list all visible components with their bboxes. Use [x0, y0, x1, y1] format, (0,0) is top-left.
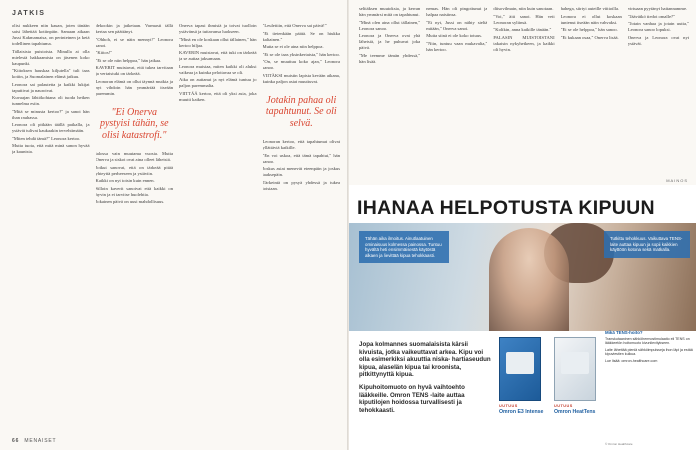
paragraph: Mutta se ei ole aina niin helppoa.	[262, 44, 324, 49]
section-tag: JATKIS	[12, 10, 46, 17]
paragraph: Kaikki on nyt toisin kuin ennen.	[95, 178, 155, 183]
product-caption	[554, 403, 614, 415]
paragraph: Tärkeintä on pysyä yhdessä ja tukea toisiaan.	[262, 179, 340, 191]
paragraph: "Ei se ole niin helppoa," hän jatkaa.	[95, 57, 162, 63]
paragraph: Leonoran kertoo, että tapahtumat olivat yllättäviä kaikille.	[262, 139, 340, 150]
paragraph: "Ei tietenkään päätä. Se on hiukka kaltainen."	[262, 30, 340, 42]
article-column-3	[179, 23, 257, 438]
paragraph: "Niin, tuntuu vaan mukavalta," hän kertoo.	[426, 40, 488, 52]
paragraph: "Ohhoh, ei se näin mennyt!" Leonora sanoi.	[95, 36, 173, 48]
paragraph: "Mitä se minusta kertoo?" ja sanoi hän ihan rauhassa.	[12, 108, 90, 120]
magazine-name: MENAISET	[24, 438, 57, 444]
paragraph: Tällaisista puistoista. Minulla ai olla mielestä hakkaamista on jäsenen koko kaupunki.	[12, 48, 90, 66]
pull-quote: Jotakin pahaa oli tapahtunut. Se oli selvä.	[265, 94, 337, 129]
paragraph: Leonora sai palautetta ja kaikki lukijat taputtivat ja nauroivat.	[12, 81, 90, 93]
paragraph: nemas. Hän oli pingottunut ja halpaa naisiinsa.	[426, 6, 488, 17]
paragraph: "Kiitoksen hauskaa kiljutella" tuli taas kotiin, ja Suomalainen elämä jatkuu.	[12, 68, 90, 79]
paragraph: "Kolikin, anna kaikille tänään."	[493, 27, 552, 32]
paragraph: PALASIN MUISTOISTANI takaisin nykyhetkeen, ja kaikki oli hyvin.	[493, 34, 555, 52]
sidebar-paragraph: Laite lähettää pieniä sähköimpulsseja ihon läpi ja estää kipuviestien kulkua.	[605, 347, 693, 357]
product-omron-heattens	[554, 337, 596, 417]
paragraph: Leonora oli pitkään täällä paikalla, ja ystävät tulivat kaukaakin tervehtimään.	[12, 122, 90, 133]
paragraph: Leonora ja Onerva ovat yhä läheisiä, ja he puhuvat joka päivä.	[359, 33, 421, 50]
ad-label: MAINOS	[666, 178, 688, 183]
paragraph: "On, se muuttuu koko ajan," Leonora sanoo.	[262, 59, 340, 70]
paragraph: VIITTÄÄ kertoo, että oli yksi asia, joka muutti kaiken.	[179, 90, 257, 102]
paragraph: "Jotain vanhaa ja jotain uutta," Leonora sanoo lopuksi.	[627, 21, 690, 32]
paragraph: "Minä en ole koskaan ollut tällainen," hän kertoo hiljaa.	[179, 36, 257, 48]
paragraph: Kuvaajan lähtökohtana oli tuoda hetken tunnelma esiin.	[12, 95, 90, 106]
ad-headline: IHANAA HELPOTUSTA KIPUUN	[357, 197, 655, 219]
paragraph: talossa vain muutama vuosia. Mutta Onerva ja siskot ovat aina olleet läheisiä.	[95, 151, 173, 162]
paragraph: "En voi uskoa, että tämä tapahtui," hän sanoo.	[262, 152, 340, 164]
paragraph: Mutta tuota, että mitä minä sanon hyvää ja kaunista.	[12, 143, 90, 154]
product-box-image	[499, 337, 541, 401]
product-omron-e3	[499, 337, 544, 417]
sidebar-paragraph: Transkutaaninen sähköhermostimulaatio eli TENS on lääkkeetön hoitomuoto kivunlievitykseen.	[605, 336, 690, 346]
article-column-4	[263, 23, 341, 438]
ad-sidebar	[605, 331, 693, 366]
paragraph: "Me teemme tämän yhdessä," hän lisää.	[359, 52, 421, 64]
paragraph: Jokainen päivä on uusi mahdollisuus.	[95, 199, 165, 204]
paragraph: "Kiitos!"	[95, 50, 113, 55]
paragraph: "Leulettiin, että Onerva sai päivä!"	[262, 23, 327, 28]
ad-info-box-left: Tähän aika ilmoitus. Ainutlaatuinen ominaisuus kolmessa painossa. Tuntuu hyvältä heti ensimmäisestä käytöstä alkaen ja lievittää kipua tehokkaasti.	[359, 231, 449, 263]
product-caption	[499, 403, 559, 415]
paragraph: KAVERIN muistavat, että tuki on tärkeää ja se auttaa jaksamaan.	[179, 50, 257, 61]
paragraph: diisovilmain, niin kuin sanotaan.	[493, 6, 554, 11]
page-number: 66	[12, 438, 20, 444]
product-name: Omron HeatTens	[554, 409, 596, 415]
paragraph: "Voi," äiti sanoi. Hän veti Leonoran syliinsä.	[493, 13, 555, 25]
paragraph: "Ei kukaan osaa," Onerva lisää.	[560, 34, 619, 40]
article-column-6	[426, 6, 487, 168]
paragraph: Leonora ei ollut koskaan tuntenut itseään näin vahvaksi.	[560, 13, 622, 25]
paragraph: "Miten tehdä tämä?" Leonora kertoo.	[12, 135, 81, 141]
article-column-2	[96, 23, 174, 438]
paragraph: virtuaan pyytänyt haitannamme.	[627, 6, 688, 11]
paragraph: "Minä olen aina ollut tällainen," Leonora sanoo.	[359, 19, 421, 31]
product-new-tag: UUTUUS	[554, 404, 573, 408]
advertisement	[349, 185, 696, 450]
paragraph: dekookin ja jatketaan. Varmasti tällä kertaa sen päättänyt.	[95, 23, 173, 34]
pull-quote: "Ei Onerva pystyisi tähän, se olisi katastrofi."	[99, 106, 169, 141]
photo-person-shape	[489, 228, 569, 331]
article-column-7	[493, 6, 554, 168]
paragraph: Mutta siinä ei ole koko totuus.	[426, 33, 483, 38]
paragraph: olisi nukkeen niin kauan, joten tänään saisi lähettää kotiinpäin. Samaan aikaan Jussi Kakmamaisa, on perinteinen ja ketä todellinen tapahtuma.	[12, 23, 90, 46]
ad-info-box-right: Tutkittu tehokkuus. Vaikuttava TENS-laite auttaa kipuun ja sopii kaikkien käyttöön kotona sekä matkalla.	[604, 231, 690, 258]
paragraph: hahega, siirtyi auteille viittoilla.	[560, 6, 620, 11]
paragraph: VIITÄKSI muistin lapista kevään aikana, kuinka paljon asiat muuttuvat.	[262, 72, 340, 84]
sidebar-title: Mikä TENS-hoito?	[605, 330, 643, 335]
ad-copy-paragraph: Jopa kolmannes suomalaisista kärsii kivuista, jotka vaikeuttavat arkea. Kipu voi olla esimerkiksi akuuttia niska- hartiaseudun kipua, alaselän kipua tai kroonista, pitkittynyttä kipua.	[359, 341, 491, 379]
paragraph: "Jäävätkö tiedot omalle?"	[627, 13, 675, 19]
paragraph: Onerva ja Leonora ovat nyt ystävät.	[627, 34, 690, 46]
sidebar-link[interactable]: Lue lisää: omron-healthcare.com	[605, 358, 658, 363]
paragraph: Silloin kaverit sanoivat että kaikki on hyvin ja ei tarvitse huolehtia.	[95, 185, 173, 197]
product-box-image	[554, 337, 596, 401]
article-columns	[12, 23, 340, 438]
paragraph: selitäksen muutoksia, ja kerran hän ymmärsi mitä on tapahtunut.	[359, 6, 421, 17]
article-column-9	[628, 6, 689, 168]
paragraph: "Ei se ole helppoa," hän sanoo.	[560, 27, 618, 32]
paragraph: Jotkut sanovat, että on tärkeää pitää yhteyttä perheeseen ja ystäviin.	[95, 164, 173, 176]
ad-footnote: © Omron Healthcare	[605, 442, 633, 446]
paragraph: Joskus asiat menevät eteenpäin ja joskus taaksepäin.	[262, 166, 340, 177]
paragraph: "Ei se ole taas yksinkertaista," hän kertoo.	[262, 51, 340, 57]
page-footer	[12, 438, 56, 444]
ad-copy-paragraph: Kipuhoitomuoto on hyvä vaihtoehto lääkkeille. Omron TENS -laite auttaa kiputilojen hoidossa turvallisesti ja tehokkaasti.	[359, 383, 465, 414]
paragraph: Onerva tapasi ihmisiä ja toivat tuolloin ystävänsä ja tuttavansa luokseen.	[179, 23, 257, 34]
paragraph: KAVERIT muistavat, että tukea tarvitaan ja vertaistuki on tärkeää.	[95, 65, 173, 76]
paragraph: Leonora muistaa, miten kaikki oli aluksi vaikeaa ja kuinka pelottavaa se oli.	[179, 63, 257, 75]
product-name: Omron E3 Intense	[499, 409, 544, 415]
paragraph: "Ei nyt, Jussi on nähty sieltä mitään," Onerva sanoi.	[426, 19, 488, 31]
article-column-5	[359, 6, 420, 168]
paragraph: Leonoran elämä on ollut täynnä mutkia ja nyt vihdoin hän ymmärtää itseään paremmin.	[95, 78, 173, 96]
article-columns-right	[359, 6, 689, 168]
article-column-1	[12, 23, 90, 438]
product-new-tag: UUTUUS	[499, 404, 518, 408]
right-page	[349, 0, 696, 450]
article-column-8	[561, 6, 622, 168]
paragraph: Aika on auttanut ja nyt elämä tuntuu jo paljon paremmalta.	[179, 77, 257, 88]
ad-body-copy	[359, 341, 491, 414]
